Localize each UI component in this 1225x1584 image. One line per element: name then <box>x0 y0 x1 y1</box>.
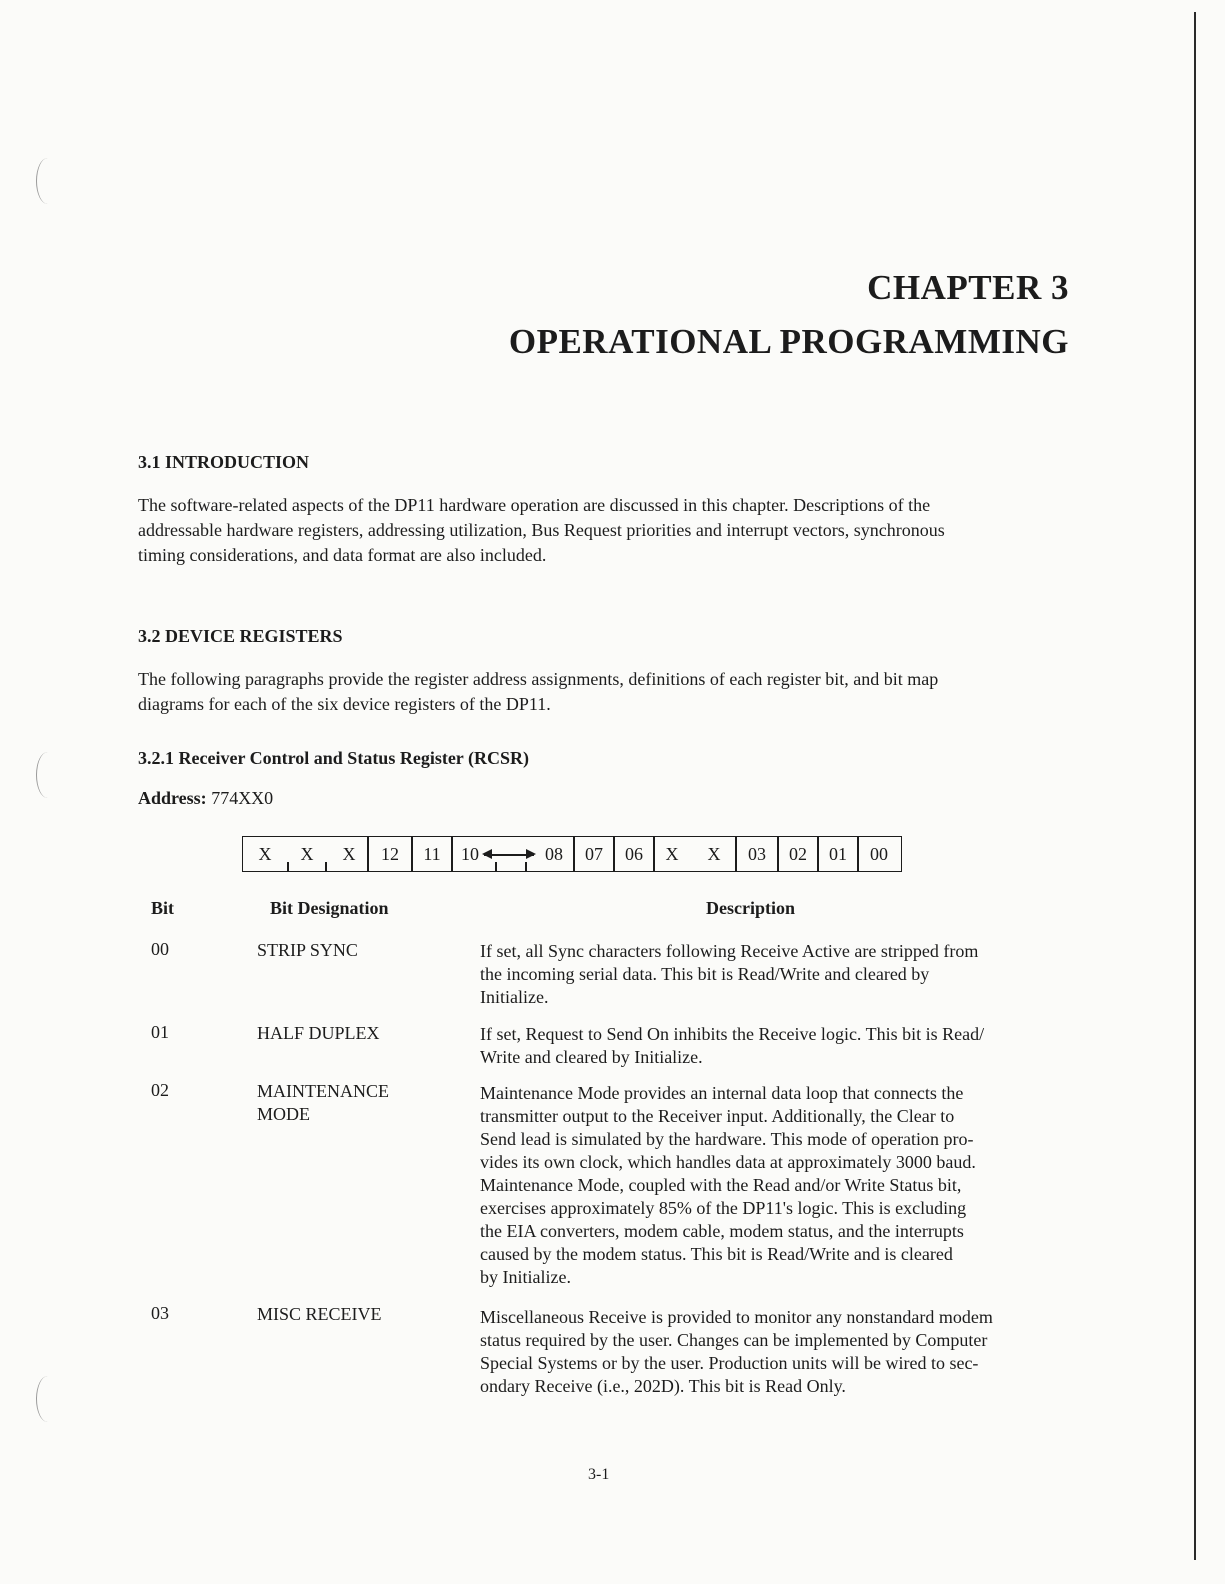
description-line: by Initialize. <box>480 1267 571 1287</box>
register-address <box>138 788 273 809</box>
description-line: the EIA converters, modem cable, modem status, and the interrupts <box>480 1221 964 1241</box>
column-header-bit: Bit <box>151 898 175 918</box>
description-line: the incoming serial data. This bit is Read/Write and cleared by <box>480 964 930 984</box>
row-description <box>480 940 1055 1009</box>
section-heading-device-registers: 3.2 DEVICE REGISTERS <box>138 626 343 646</box>
description-line: exercises approximately 85% of the DP11's logic. This is excluding <box>480 1198 967 1218</box>
page-number: 3-1 <box>588 1466 610 1483</box>
description-line: Initialize. <box>480 987 549 1007</box>
description-line: Write and cleared by Initialize. <box>480 1047 703 1067</box>
bit-cell: 03 <box>748 844 766 864</box>
description-line: transmitter output to the Receiver input. Additionally, the Clear to <box>480 1106 955 1126</box>
address-value: 774XX0 <box>211 788 274 808</box>
row-description <box>480 1306 1055 1398</box>
description-line: If set, Request to Send On inhibits the Receive logic. This bit is Read/ <box>480 1024 985 1044</box>
paragraph-line: timing considerations, and data format are also included. <box>138 545 547 565</box>
punch-hole-mark <box>36 752 59 798</box>
description-line: ondary Receive (i.e., 202D). This bit is Read Only. <box>480 1376 846 1396</box>
description-line: Miscellaneous Receive is provided to monitor any nonstandard modem <box>480 1307 993 1327</box>
bit-cell: X <box>707 844 721 864</box>
bit-cell: X <box>342 844 356 864</box>
bit-range-field <box>453 837 573 871</box>
column-header-designation: Bit Designation <box>270 898 389 918</box>
description-line: Send lead is simulated by the hardware. This mode of operation pro- <box>480 1129 974 1149</box>
bit-cell: X <box>665 844 679 864</box>
punch-hole-mark <box>36 1376 59 1422</box>
description-line: Special Systems or by the user. Production units will be wired to sec- <box>480 1353 979 1373</box>
paragraph-line: The following paragraphs provide the register address assignments, definitions of each register bit, and bit map <box>138 669 939 689</box>
row-bit: 00 <box>151 939 169 959</box>
description-line: Maintenance Mode, coupled with the Read and/or Write Status bit, <box>480 1175 962 1195</box>
section-heading-introduction: 3.1 INTRODUCTION <box>138 452 310 472</box>
description-line: caused by the modem status. This bit is Read/Write and is cleared <box>480 1244 953 1264</box>
row-description <box>480 1082 1055 1289</box>
chapter-title: OPERATIONAL PROGRAMMING <box>508 322 1069 361</box>
subsection-heading-rcsr: 3.2.1 Receiver Control and Status Register (RCSR) <box>138 748 529 768</box>
row-bit: 02 <box>151 1080 169 1100</box>
row-description <box>480 1023 1055 1069</box>
row-designation: HALF DUPLEX <box>257 1023 380 1043</box>
description-line: status required by the user. Changes can be implemented by Computer <box>480 1330 988 1350</box>
row-designation: MISC RECEIVE <box>257 1304 382 1324</box>
chapter-number: CHAPTER 3 <box>867 268 1069 307</box>
description-line: If set, all Sync characters following Receive Active are stripped from <box>480 941 979 961</box>
bit-cell: 01 <box>829 844 847 864</box>
device-registers-paragraph <box>138 667 1038 717</box>
bit-cell: 02 <box>789 844 807 864</box>
row-bit: 01 <box>151 1022 169 1042</box>
range-arrow <box>484 854 534 856</box>
introduction-paragraph <box>138 493 1038 568</box>
bit-cell: 07 <box>585 844 603 864</box>
bit-cell: 06 <box>625 844 643 864</box>
bit-tick <box>287 862 289 871</box>
bit-cell: 11 <box>423 844 441 864</box>
row-designation: STRIP SYNC <box>257 940 358 960</box>
bit-cell: 10 <box>461 844 479 864</box>
paragraph-line: diagrams for each of the six device registers of the DP11. <box>138 694 551 714</box>
register-bit-map <box>242 836 902 872</box>
bit-cell: 00 <box>870 844 888 864</box>
row-bit: 03 <box>151 1303 169 1323</box>
bit-divider <box>653 837 655 871</box>
bit-tick <box>325 862 327 871</box>
row-designation: MAINTENANCE MODE <box>257 1081 389 1124</box>
bit-tick <box>525 862 527 871</box>
paragraph-line: The software-related aspects of the DP11 hardware operation are discussed in this chapter. Descriptions of the <box>138 495 931 515</box>
bit-tick <box>495 862 497 871</box>
punch-hole-mark <box>36 158 59 204</box>
column-header-description: Description <box>706 898 795 918</box>
description-line: Maintenance Mode provides an internal data loop that connects the <box>480 1083 964 1103</box>
page-edge-line <box>1194 12 1196 1560</box>
bit-cell: 12 <box>381 844 399 864</box>
description-line: vides its own clock, which handles data at approximately 3000 baud. <box>480 1152 976 1172</box>
bit-cell: 08 <box>545 844 563 864</box>
bit-cell: X <box>300 844 314 864</box>
paragraph-line: addressable hardware registers, addressing utilization, Bus Request priorities and interrupt vectors, synchronous <box>138 520 945 540</box>
address-label: Address: <box>138 788 207 808</box>
bit-cell: X <box>258 844 272 864</box>
